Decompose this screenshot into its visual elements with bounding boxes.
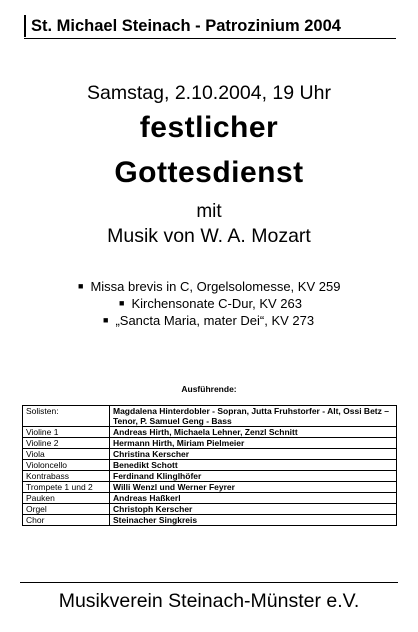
subtitle-musik: Musik von W. A. Mozart [107,225,311,247]
table-row [23,460,397,471]
works-list-item [103,313,314,328]
names-cell: Steinacher Singkreis [110,515,397,526]
table-row [23,493,397,504]
footer-organization: Musikverein Steinach-Münster e.V. [58,590,360,612]
role-cell: Orgel [23,504,110,515]
names-cell: Willi Wenzl und Werner Feyrer [110,482,397,493]
bullet-icon: ■ [78,281,84,291]
work-title: „Sancta Maria, mater Dei“, KV 273 [115,313,315,328]
bullet-icon: ■ [103,315,109,325]
role-cell: Viola [23,449,110,460]
names-cell: Hermann Hirth, Miriam Pielmeier [110,438,397,449]
header-title: St. Michael Steinach - Patrozinium 2004 [31,17,341,35]
table-row [23,471,397,482]
headline-line-2: Gottesdienst [114,156,304,189]
names-cell: Benedikt Schott [110,460,397,471]
names-cell: Andreas Haßkerl [110,493,397,504]
table-row [23,406,397,427]
event-date: Samstag, 2.10.2004, 19 Uhr [87,82,331,104]
names-cell: Christina Kerscher [110,449,397,460]
table-row [23,515,397,526]
table-row [23,449,397,460]
header-left-bar [24,15,26,37]
headline-line-1: festlicher [139,111,279,144]
role-cell: Kontrabass [23,471,110,482]
names-cell: Christoph Kerscher [110,504,397,515]
subtitle-mit: mit [196,201,222,222]
table-row [23,504,397,515]
table-row [23,438,397,449]
works-list-item [78,279,340,294]
works-list-item [119,296,302,311]
role-cell: Violine 2 [23,438,110,449]
role-cell: Violine 1 [23,427,110,438]
role-cell: Pauken [23,493,110,504]
footer-divider [20,582,398,583]
names-cell: Andreas Hirth, Michaela Lehner, Zenzl Schnitt [110,427,397,438]
document-header [24,12,396,39]
names-cell: Magdalena Hinterdobler - Sopran, Jutta Fruhstorfer - Alt, Ossi Betz – Tenor, P. Samuel Geng - Bass [110,406,397,427]
performers-table [22,405,397,526]
table-row [23,427,397,438]
work-title: Missa brevis in C, Orgelsolomesse, KV 259 [90,279,341,294]
table-row [23,482,397,493]
work-title: Kirchensonate C-Dur, KV 263 [131,296,302,311]
role-cell: Chor [23,515,110,526]
bullet-icon: ■ [119,298,125,308]
role-cell: Trompete 1 und 2 [23,482,110,493]
names-cell: Ferdinand Klinglhöfer [110,471,397,482]
performers-title: Ausführende: [181,384,237,394]
role-cell: Violoncello [23,460,110,471]
role-cell: Solisten: [23,406,110,427]
